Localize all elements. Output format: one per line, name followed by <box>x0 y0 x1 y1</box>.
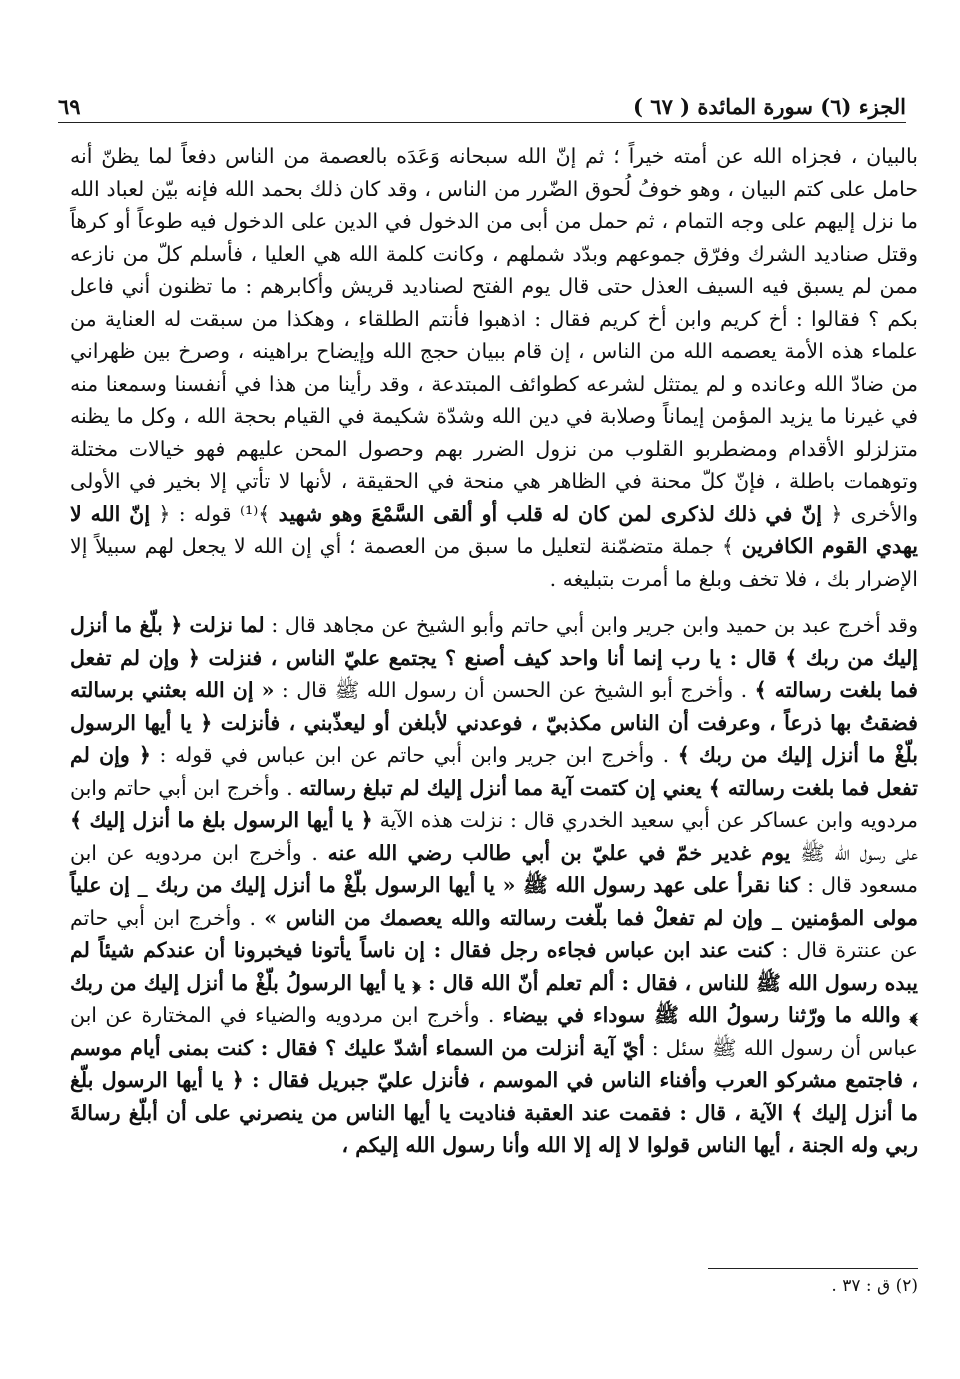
narration-text: ﴿ وإن لم تفعل فما بلغت رسالته ﴾ يعني إن كتمت آية مما أنزل إليك لم تبلغ رسالته <box>70 743 918 800</box>
quran-verse: ﴿ يا أيها الرسول بلغ ما أنزل إليك ﴾ <box>70 808 373 832</box>
narration-text: كنا نقرأ على عهد رسول الله ﷺ « يا أيها الرسول بلّغْ ما أنزل إليك من ربك _ إن علياً مولى المؤمنين _ وإن لم تفعلْ فما بلّغت رسالته والله يعصمك من الناس » <box>70 873 918 930</box>
narration-text: يوم غدير خمّ في عليّ بن أبي طالب رضي الله عنه <box>327 840 791 865</box>
text-run: على رسول الله ﷺ <box>800 840 918 865</box>
text-run: ﴾ جملة متضمّنة لتعليل ما سبق من العصمة ؛ أي إن الله لا يجعل لهم سبيلاً إلا الإضرار بك ، فلا تخف وبلغ ما أمرت بتبليغه . <box>70 534 918 591</box>
main-text <box>70 140 918 1162</box>
narration-text: أيّ آية أنزلت من السماء أشدّ عليك ؟ فقال : كنت بمنى أيام موسم ، فاجتمع مشركو العرب وأفناء الناس في الموسم ، فأنزل عليّ جبريل فقال : ﴿ يا أيها الرسول بلّغ ما أنزل إليك ﴾ الآية ، قال : فقمت عند العقبة فناديت يا أيها الناس من ينصرني على أن أبلّغ رسالةَ ربي وله الجنة ، أيها الناس قولوا لا إله إلا الله وأنا رسول الله إليكم ، <box>70 1035 918 1157</box>
narration-text: كنت عند ابن عباس فجاءه رجل فقال : إن ناساً يأتونا فيخبرونا أن عندكم شيئاً لم يبده رسول الله ﷺ للناس ، فقال : ألم تعلم أنّ الله قال : ﴿ يا أيها الرسولُ بلّغْ ما أنزل إليك من ربك ﴾ والله ما ورّثنا رسولُ الله ﷺ سوداء في بيضاء <box>70 938 918 1027</box>
text-run: ﴾⁽¹⁾ قوله : ﴿ <box>158 501 271 526</box>
commentary-paragraph <box>70 140 918 595</box>
text-run: . وأخرج أبو الشيخ عن الحسن أن رسول الله ﷺ قال : <box>281 678 748 702</box>
running-head <box>58 92 906 123</box>
text-run: . وأخرج ابن أبي حاتم عن عنترة قال : <box>70 905 919 962</box>
text-run: . وأخرج ابن مردويه عن ابن مسعود قال : <box>70 840 918 897</box>
text-run: . وأخرج ابن جرير وابن أبي حاتم عن ابن عباس في قوله : <box>159 743 670 767</box>
quran-verse: إنّ الله لا يهدي القوم الكافرين <box>70 501 918 558</box>
text-run: . وأخرج ابن أبي حاتم وابن مردويه وابن عساكر عن أبي سعيد الخدري قال : نزلت هذه الآية <box>70 775 918 832</box>
text-run: . وأخرج ابن مردويه والضياء في المختارة عن ابن عباس أن رسول الله ﷺ سئل : <box>70 1003 918 1060</box>
narration-text: « إن الله بعثني برسالته فضقتُ بها ذرعاً ، وعرفت أن الناس مكذبيّ ، فوعدني لأبلغن أو ليعذّبني ، فأنزلت ﴿ يا أيها الرسول بلّغْ ما أنزل إليك من ربك ﴾ <box>70 678 918 767</box>
footnote: (٢) ق : ٣٧ . <box>831 1276 918 1296</box>
footnote-divider <box>708 1268 918 1269</box>
running-head-title: الجزء (٦) سورة المائدة ( ٦٧ ) <box>633 94 906 119</box>
narration-text: لما نزلت ﴿ بلّغ ما أنزل إليك من ربك ﴾ قال : يا رب إنما أنا واحد كيف أصنع ؟ يجتمع عليّ الناس ، فنزلت ﴿ وإن لم تفعل فما بلغت رسالته ﴾ <box>70 613 918 702</box>
text-run: وقد أخرج عبد بن حميد وابن جرير وابن أبي حاتم وأبو الشيخ عن مجاهد قال : <box>271 613 918 637</box>
quran-verse: إنّ في ذلك لذكرى لمن كان له قلب أو ألقى السَّمْعَ وهو شهيد <box>278 501 822 526</box>
page-number: ٦٩ <box>58 94 81 119</box>
narrations-paragraph <box>70 609 918 1162</box>
text-run: بالبيان ، فجزاه الله عن أمته خيراً ؛ ثم إنّ الله سبحانه وَعَدَه بالعصمة من الناس دفعاً لما يظنّ أنه حامل على كتم البيان ، وهو خوفُ لُحوق الضّرر من الناس ، وقد كان ذلك بحمد الله فإنه بيّن لعباد الله ما نزل إليهم على وجه التمام ، ثم حمل من أبى من الدخول في الدين على الدخول فيه طوعاً أو كرهاً وقتل صناديد الشرك وفرّق جموعهم وبدّد شملهم ، وكانت كلمة الله هي العليا ، فأسلم كلّ من نازعه ممن لم يسبق فيه السيف العذل حتى قال يوم الفتح لصناديد قريش وأكابرهم : ما تظنون أني فاعل بكم ؟ فقالوا : أخ كريم وابن أخ كريم فقال : اذهبوا فأنتم الطلقاء ، وهكذا من سبقت له العناية من علماء هذه الأمة يعصمه الله من الناس ، إن قام ببيان حجج الله وإيضاح براهينه ، وصرخ بين ظهراني من ضادّ الله وعانده و لم يمتثل لشرعه كطوائف المبتدعة ، وقد رأينا من هذا في أنفسنا وسمعنا منه في غيرنا ما يزيد المؤمن إيماناً وصلابة في دين الله وشدّة شكيمة في القيام بحجة الله ، وكل ما يظنه متزلزلو الأقدام ومضطربو القلوب من نزول الضرر بهم وحصول المحن عليهم فهو خيالات مختلة وتوهمات باطلة ، فإنّ كلّ محنة في الظاهر هي منحة في الحقيقة ، لأنها لا تأتي إلا بخير في الأولى والأخرى ﴿ <box>70 144 918 526</box>
